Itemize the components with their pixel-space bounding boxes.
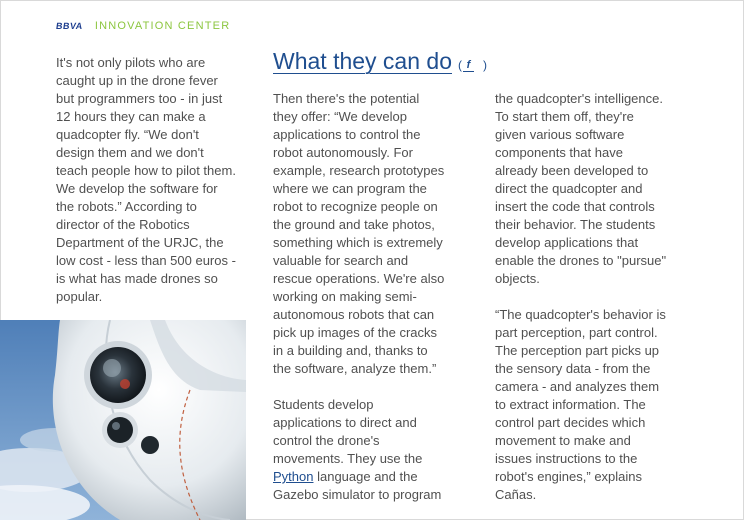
brand-name: INNOVATION CENTER — [94, 20, 231, 32]
python-link[interactable]: Python — [273, 469, 314, 484]
brand-header — [56, 20, 230, 32]
share-links — [458, 58, 487, 72]
section-heading — [273, 48, 487, 75]
facebook-icon[interactable]: f — [463, 59, 474, 72]
column-left — [56, 54, 248, 324]
drone-photo — [0, 320, 246, 520]
heading-title: What they can do — [273, 48, 452, 74]
paragraph: “The quadcopter's behavior is part perception, part control. The perception part picks up the sensory data - from the camera - and analyzes them to extract information. The control part decides which movement to make and issues instructions to the robot's engines,” explains Cañas. — [495, 307, 666, 502]
share-close-paren: ) — [483, 58, 487, 72]
share-open-paren: ( — [458, 58, 462, 72]
paragraph-with-link — [273, 396, 479, 504]
paragraph: It's not only pilots who are caught up in the drone fever but programmers too - in just 12 hours they can make a quadcopter fly. “We don't design them and we don't teach people how to pilot them. We develop the software for the robots.” According to director of the Robotics Department of the URJC, the low cost - less than 500 euros - is what has made drones so popular. — [56, 55, 236, 304]
column-middle — [273, 90, 479, 522]
column-right — [495, 90, 695, 522]
bbva-logo[interactable]: BBVA — [55, 21, 84, 31]
text-span: Students develop applications to direct and control the drone's movements. They use the — [273, 397, 423, 466]
paragraph: the quadcopter's intelligence. To start them off, they're given various software components that have already been developed to direct the quadcopter and insert the code that controls their behavior. The students develop applications that enable the drones to "pursue" objects. — [495, 91, 667, 286]
text-span: language and the Gazebo simulator to program — [273, 469, 442, 502]
paragraph: Then there's the potential they offer: “We develop applications to control the robot autonomously. For example, research prototypes where we can program the robot to recognize people on the ground and take photos, something which is extremely valuable for search and rescue operations. We're also working on making semi- autonomous robots that can pick up images of the cracks in a building and, thanks to the software, analyze them.” — [273, 91, 445, 376]
